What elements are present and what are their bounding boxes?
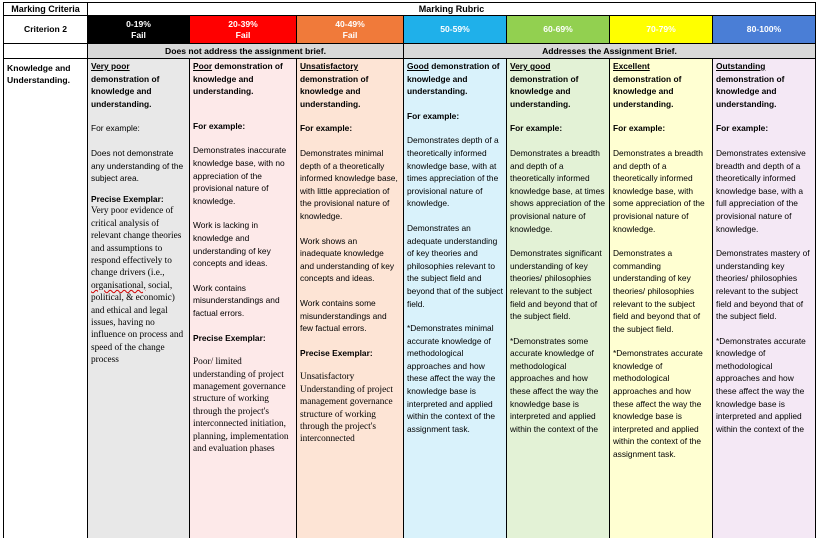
cell-good [404,59,507,538]
band-40-49: 40-49% Fail [297,16,404,44]
example-item: *Demonstrates some accurate knowledge of methodological approaches and how these affect the way the knowledge base is interpreted and applied within the context of the [510,335,599,434]
band-0-19: 0-19% Fail [88,16,190,44]
example-label: For example: [91,123,140,134]
example-item: *Demonstrates accurate knowledge of methodological approaches and how these affect the way the knowledge base is interpreted and applied within the context of the assignment task. [613,348,703,460]
example-item: Does not demonstrate any understanding of the subject area. [91,147,184,184]
cell-excellent [610,59,713,538]
exemplar-text: Unsatisfactory Understanding of project management governance structure of working through the project's interconnected [300,372,393,445]
cell-very-poor [88,59,190,538]
marking-criteria-header: Marking Criteria [4,3,88,16]
example-item: Demonstrates inaccurate knowledge base, with no appreciation of the provisional nature of knowledge. [193,145,287,206]
level-heading: demonstration of knowledge and understanding. [300,73,369,109]
band-70-79: 70-79% [610,16,713,44]
example-item: Work contains some misunderstandings and few factual errors. [300,297,387,334]
example-item: *Demonstrates minimal accurate knowledge of methodological approaches and how these affect the way the knowledge base is interpreted and applied within the context of the assignment task. [407,323,496,434]
example-label: For example: [510,123,563,134]
example-label: For example: [613,123,666,134]
example-item: Demonstrates a breadth and depth of a theoretically informed knowledge base, with some appreciation of the provisional nature of knowledge. [613,147,705,234]
level-title: Very poor [91,61,130,71]
group-pass: Addresses the Assignment Brief. [404,44,816,59]
level-heading: Outstanding demonstration of knowledge and understanding. [716,61,785,109]
band-20-39: 20-39% Fail [190,16,297,44]
example-item: *Demonstrates accurate knowledge of methodological approaches and how these affect the way the knowledge base is interpreted and applied within the context of the [716,335,806,434]
marking-rubric-table [3,2,816,538]
level-heading: demonstration of knowledge and understanding. [91,73,160,109]
criterion-label: Criterion 2 [4,16,88,44]
group-blank [4,44,88,59]
cell-very-good [507,59,610,538]
criterion-name: Knowledge and Understanding. [4,59,88,538]
exemplar-text: Very poor evidence of critical analysis of relevant change theories and assumptions to respond effectively to change drivers (i.e., organisational, social, political, & economic) and ethical and legal issues, having no influence on process and speed of the change process [91,206,184,366]
example-item: Work contains misunderstandings and factual errors. [193,282,280,318]
exemplar-text: Poor/ limited understanding of project management governance structure of working through the project's interconnected initiation, planning, implementation and evaluation phases [193,357,289,454]
example-item: Demonstrates mastery of understanding key theories/ philosophies relevant to the subject field and beyond that of the subject field. [716,248,810,322]
level-heading: Very good demonstration of knowledge and understanding. [510,61,579,109]
cell-unsatisfactory [297,59,404,538]
example-item: Demonstrates extensive breadth and depth of a theoretically informed knowledge base, with a full appreciation of the provisional nature of knowledge. [716,147,806,234]
cell-poor [190,59,297,538]
level-heading: Good demonstration of knowledge and understanding. [407,61,500,97]
example-label: For example: [300,123,353,134]
group-fail: Does not address the assignment brief. [88,44,404,59]
example-item: Work is lacking in knowledge and understanding of key concepts and ideas. [193,220,271,269]
cell-outstanding [713,59,816,538]
exemplar-label: Precise Exemplar: [193,332,266,343]
example-item: Demonstrates an adequate understanding of key theories and philosophies relevant to the subject field and beyond that of the subject field. [407,222,503,309]
example-item: Demonstrates depth of a theoretically informed knowledge base, with at times appreciation of the provisional nature of knowledge. [407,135,499,209]
example-label: For example: [716,123,769,134]
example-item: Work shows an inadequate knowledge and understanding of key concepts and ideas. [300,235,395,284]
example-label: For example: [193,120,246,131]
band-50-59: 50-59% [404,16,507,44]
level-heading: Excellent demonstration of knowledge and understanding. [613,61,682,109]
exemplar-label: Precise Exemplar: [91,193,164,204]
example-item: Demonstrates significant understanding of key theories/ philosophies relevant to the subject field and beyond that of the subject field. [510,248,602,322]
example-item: Demonstrates minimal depth of a theoretically informed knowledge base, with little appreciation of the provisional nature of knowledge. [300,147,398,221]
band-60-69: 60-69% [507,16,610,44]
exemplar-label: Precise Exemplar: [300,347,373,358]
band-80-100: 80-100% [713,16,816,44]
example-item: Demonstrates a breadth and depth of a theoretically informed knowledge base, at times shows appreciation of the provisional nature of knowledge. [510,147,605,234]
level-title: Unsatisfactory [300,61,359,71]
example-label: For example: [407,110,460,121]
example-item: Demonstrates a commanding understanding of key theories/ philosophies relevant to the subject field and beyond that of the subject field. [613,248,701,334]
marking-rubric-header: Marking Rubric [88,3,816,16]
level-heading: Poor demonstration of knowledge and understanding. [193,61,283,97]
